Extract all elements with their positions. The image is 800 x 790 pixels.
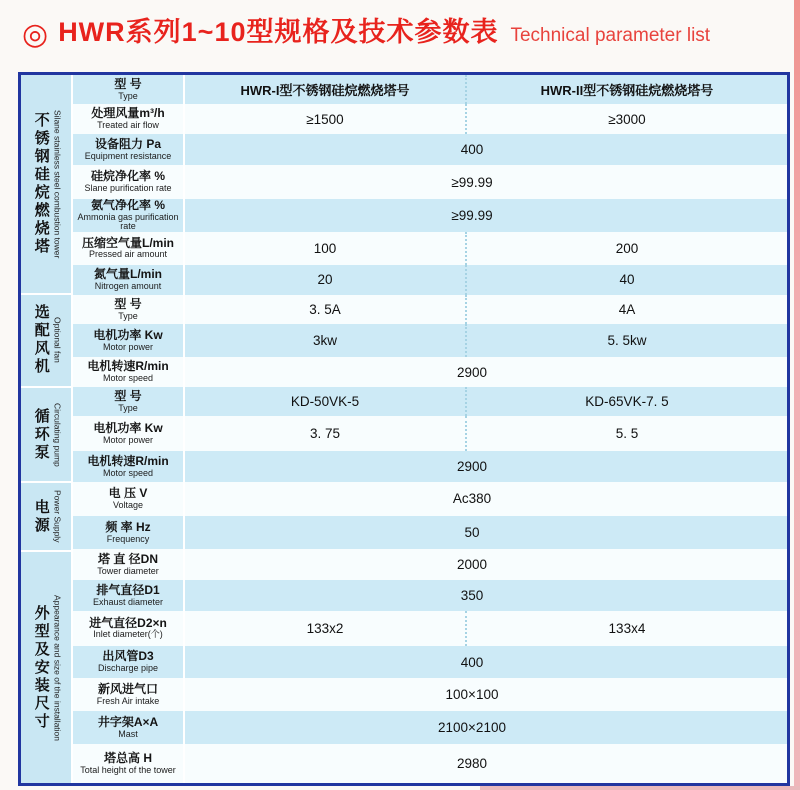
row-label <box>73 646 185 679</box>
row-label <box>73 232 185 265</box>
row-label-en: Inlet diameter(个) <box>93 629 163 640</box>
row-label <box>73 357 185 388</box>
cell-value: 5. 5kw <box>465 324 787 357</box>
row-values <box>185 324 787 357</box>
row-label-en: Pressed air amount <box>88 249 168 260</box>
header-model-1: HWR-I型不锈钢硅烷燃烧塔号 <box>240 82 410 98</box>
row-values <box>185 165 787 199</box>
cell-value: ≥99.99 <box>451 207 493 223</box>
table-row <box>73 199 787 232</box>
category-label-en: Silane stainless steel combustion tower <box>52 109 63 259</box>
table-row <box>73 451 787 482</box>
table-row <box>73 134 787 165</box>
cell-value: 20 <box>317 272 333 288</box>
cell-value: 3kw <box>312 332 337 348</box>
row-label <box>73 265 185 296</box>
cell-value: 2900 <box>456 458 488 474</box>
row-values <box>185 265 787 296</box>
row-label <box>73 580 185 611</box>
category-label-zh: 选配风机 <box>32 304 50 377</box>
cell-value: 5. 5 <box>465 416 787 451</box>
row-label-zh: 氨气净化率 % <box>90 198 165 213</box>
cell-value: 3. 75 <box>309 426 340 442</box>
category-label-en: Circulating pump <box>52 402 63 467</box>
row-label-en: Total height of the tower <box>80 764 176 775</box>
row-label <box>73 678 185 711</box>
category-label-en: Power Supply <box>52 490 63 543</box>
row-values <box>185 295 787 324</box>
row-label-en: Tower diameter <box>97 565 159 576</box>
cell-value: 100 <box>313 240 337 256</box>
cell-value: 2900 <box>456 364 488 380</box>
row-label <box>73 387 185 416</box>
row-label-zh: 型 号 <box>114 296 142 311</box>
cell-value: 4A <box>465 295 787 324</box>
category-circulating-pump <box>21 388 71 483</box>
row-label-zh: 电机转速R/min <box>87 453 169 468</box>
table-row <box>73 646 787 679</box>
category-label-en: Optional fan <box>52 317 63 364</box>
cell-value: 3. 5A <box>309 302 341 318</box>
row-label-zh: 塔 直 径DN <box>97 552 158 567</box>
row-label <box>73 451 185 482</box>
table-row <box>73 416 787 451</box>
row-values <box>185 482 787 516</box>
row-values <box>185 611 787 646</box>
row-label-en: Discharge pipe <box>97 663 159 674</box>
row-label <box>73 295 185 324</box>
cell-value: 133x2 <box>306 620 344 636</box>
row-label-zh: 频 率 Hz <box>105 519 151 534</box>
category-installation-size <box>21 552 71 783</box>
row-label-en: Voltage <box>112 499 144 510</box>
row-label <box>73 516 185 550</box>
cell-value: KD-50VK-5 <box>290 394 360 410</box>
row-values <box>185 134 787 165</box>
row-values <box>185 104 787 135</box>
table-row <box>73 387 787 416</box>
row-label <box>73 711 185 744</box>
bullseye-icon: ◎ <box>22 18 49 51</box>
row-label-zh: 出风管D3 <box>102 649 154 664</box>
row-label-en: Equipment resistance <box>84 150 172 161</box>
table-row <box>73 711 787 744</box>
table-row <box>73 678 787 711</box>
scan-edge-artifact <box>794 0 800 790</box>
row-label <box>73 416 185 451</box>
table-row <box>73 265 787 296</box>
row-values <box>185 357 787 388</box>
row-label-zh: 硅烷净化率 % <box>90 169 165 184</box>
row-label-zh: 电 压 V <box>108 486 148 501</box>
row-values <box>185 416 787 451</box>
row-values <box>185 387 787 416</box>
table-row <box>73 232 787 265</box>
row-label-en: Motor power <box>102 341 154 352</box>
row-values <box>185 232 787 265</box>
row-label-en: Motor power <box>102 434 154 445</box>
row-label-zh: 进气直径D2×n <box>89 615 167 630</box>
category-label-zh: 电源 <box>32 498 50 535</box>
cell-value: 50 <box>464 524 480 540</box>
cell-value: 100×100 <box>445 687 499 703</box>
table-row <box>73 165 787 199</box>
table-row <box>73 580 787 611</box>
row-label-zh: 压缩空气量L/min <box>82 235 174 250</box>
row-label <box>73 104 185 135</box>
row-label-en: Ammonia gas purification rate <box>77 211 179 232</box>
cell-value: 133x4 <box>465 611 787 646</box>
cell-value: 400 <box>460 654 484 670</box>
row-label-zh: 电机功率 Kw <box>93 420 163 435</box>
row-label-en: Motor speed <box>102 467 154 478</box>
row-label-en: Exhaust diameter <box>92 596 164 607</box>
row-label <box>73 165 185 199</box>
technical-parameter-table <box>18 72 790 786</box>
cell-value: 40 <box>465 265 787 296</box>
table-row <box>73 482 787 516</box>
row-values <box>185 451 787 482</box>
table-row <box>73 357 787 388</box>
row-values <box>185 580 787 611</box>
cell-value: ≥99.99 <box>451 174 493 190</box>
row-label <box>73 75 185 104</box>
row-label-en: Motor speed <box>102 373 154 384</box>
cell-value: 400 <box>460 142 484 158</box>
header-model-2: HWR-II型不锈钢硅烷燃烧塔号 <box>465 75 787 104</box>
row-label <box>73 611 185 646</box>
row-label-en: Mast <box>118 728 138 739</box>
row-label-zh: 处理风量m³/h <box>91 106 165 121</box>
category-power-supply <box>21 483 71 552</box>
cell-value: 2980 <box>456 755 488 771</box>
row-label <box>73 199 185 232</box>
row-values <box>185 516 787 550</box>
row-label-en: Nitrogen amount <box>94 281 162 292</box>
table-row <box>73 104 787 135</box>
category-optional-fan <box>21 295 71 388</box>
row-label-zh: 型 号 <box>114 389 142 404</box>
row-values <box>185 744 787 783</box>
row-label-en: Type <box>118 310 138 321</box>
row-label-zh: 新风进气口 <box>97 682 158 697</box>
row-label-zh: 氮气量L/min <box>94 267 162 282</box>
table-row <box>73 549 787 580</box>
cell-value: Ac380 <box>452 491 492 507</box>
row-values <box>185 549 787 580</box>
row-label-en: Treated air flow <box>97 120 159 131</box>
table-row <box>73 324 787 357</box>
row-label-zh: 井字架A×A <box>97 715 159 729</box>
cell-value: 2100×2100 <box>438 720 506 736</box>
table-row <box>73 516 787 550</box>
row-label-en: Type <box>118 402 138 413</box>
page-title-english: Technical parameter list <box>510 25 711 46</box>
row-values <box>185 711 787 744</box>
row-label-zh: 型 号 <box>114 76 142 91</box>
category-column <box>21 75 73 783</box>
row-values <box>185 199 787 232</box>
row-label-en: Fresh Air intake <box>96 696 160 707</box>
cell-value: KD-65VK-7. 5 <box>465 387 787 416</box>
cell-value: 200 <box>465 232 787 265</box>
category-combustion-tower <box>21 75 71 295</box>
row-label <box>73 482 185 516</box>
row-label-zh: 设备阻力 Pa <box>94 137 161 152</box>
row-label-zh: 排气直径D1 <box>96 582 160 597</box>
page-title <box>22 10 710 49</box>
row-values <box>185 75 787 104</box>
cell-value: 2000 <box>456 557 488 573</box>
row-label-zh: 塔总高 H <box>103 750 152 765</box>
table-header-row <box>73 75 787 104</box>
category-label-zh: 循环泵 <box>32 407 50 462</box>
row-label <box>73 744 185 783</box>
row-label <box>73 134 185 165</box>
cell-value: ≥1500 <box>306 111 344 127</box>
row-label-zh: 电机功率 Kw <box>93 327 163 342</box>
table-row <box>73 611 787 646</box>
table-row <box>73 744 787 783</box>
category-label-zh: 不锈钢硅烷燃烧塔 <box>32 111 50 256</box>
parameter-rows <box>73 75 787 783</box>
row-label-en: Slane purification rate <box>84 183 172 194</box>
row-label-en: Frequency <box>106 533 150 544</box>
row-label <box>73 324 185 357</box>
row-label <box>73 549 185 580</box>
scan-edge-artifact-bottom <box>480 786 800 790</box>
row-label-en: Type <box>118 90 138 101</box>
cell-value: ≥3000 <box>465 104 787 135</box>
category-label-zh: 外型及安装尺寸 <box>32 604 50 731</box>
page-title-chinese: HWR系列1~10型规格及技术参数表 <box>58 17 499 47</box>
row-values <box>185 646 787 679</box>
cell-value: 350 <box>460 587 484 603</box>
row-values <box>185 678 787 711</box>
table-row <box>73 295 787 324</box>
row-label-zh: 电机转速R/min <box>87 359 169 374</box>
category-label-en: Appearance and size of the installation <box>52 594 63 741</box>
